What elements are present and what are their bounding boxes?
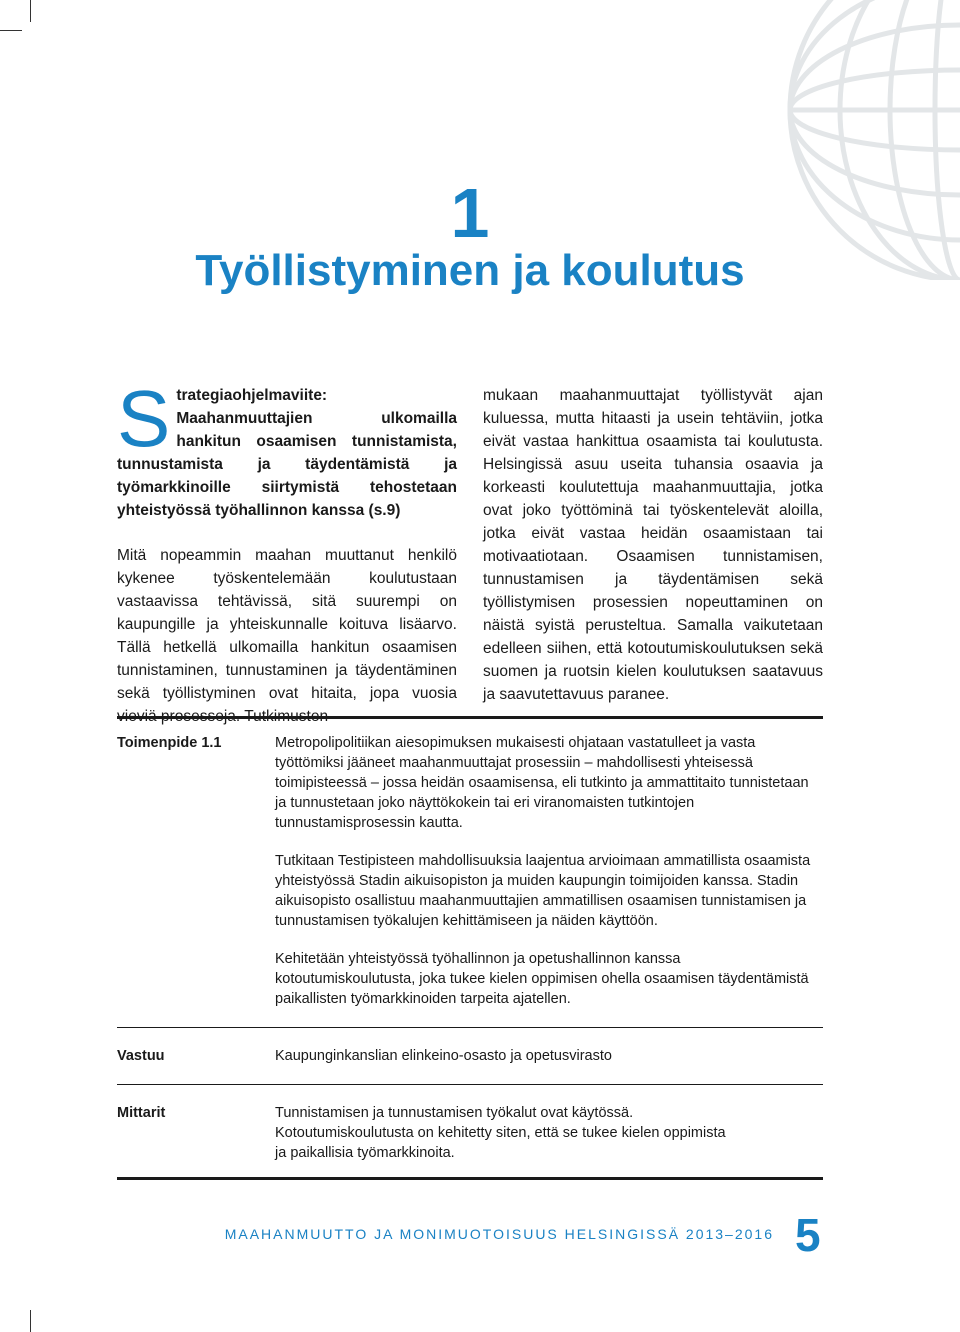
indicator-line: Kotoutumiskoulutusta on kehitetty siten, että se tukee kielen oppimista: [275, 1125, 726, 1141]
strategy-reference-text: trategiaohjelmaviite: Maahanmuuttajien ulkomailla hankitun osaamisen tunnistamista, tunnustamista ja täydentämistä ja työmarkkinoille siirtymistä tehostetaan yhteistyössä työhallinnon kanssa (s.9): [117, 387, 457, 519]
action-paragraph: Metropolipolitiikan aiesopimuksen mukaisesti ohjataan vastatulleet ja vasta työttömiksi jääneet maahanmuuttajat prosessiin – mahdollisesti yhteisessä toimipisteessä – jossa heidän osaamisensa, eli tutkinto ja ammattitaito tunnistetaan ja tunnustetaan joko näyttökokein tai eri viranomaisten tutkintojen tunnustamisprosessin kautta.: [275, 735, 809, 831]
indicators-label: Mittarit: [117, 1105, 166, 1121]
left-column: [117, 374, 457, 728]
indicator-line: Tunnistamisen ja tunnustamisen työkalut ovat käytössä.: [275, 1105, 634, 1121]
responsibility-row: [117, 1028, 823, 1084]
publication-footer: MAAHANMUUTTO JA MONIMUOTOISUUS HELSINGISSÄ 2013–2016: [224, 1226, 774, 1242]
crop-mark-top-left-v: [30, 0, 31, 22]
action-content: [275, 733, 823, 1009]
strategy-reference: [117, 374, 457, 522]
responsibility-label: Vastuu: [117, 1048, 165, 1064]
drop-cap: S: [117, 374, 171, 463]
chapter-number: 1: [450, 174, 490, 252]
responsibility-value: Kaupunginkanslian elinkeino-osasto ja opetusvirasto: [275, 1048, 612, 1064]
action-paragraph: Kehitetään yhteistyössä työhallinnon ja opetushallinnon kanssa kotoutumiskoulutusta, joka tukee kielen oppimisen ohella osaamisen täydentämistä paikallisten työmarkkinoiden tarpeita ajatellen.: [275, 951, 809, 1007]
action-label: Toimenpide 1.1: [117, 735, 222, 751]
chapter-title: Työllistyminen ja koulutus: [195, 246, 745, 295]
indicators-row: [117, 1085, 823, 1177]
action-paragraph: Tutkitaan Testipisteen mahdollisuuksia laajentua arvioimaan ammatillista osaamista yhteistyössä Stadin aikuisopiston ja muiden kaupungin toimijoiden kanssa. Stadin aikuisopisto osallistuu maahanmuuttajien ammatillisen osaamisen tunnistamisen ja tunnustamisen työkalujen kehittämiseen ja näiden käyttöön.: [275, 853, 811, 929]
body-paragraph-left: Mitä nopeammin maahan muuttanut henkilö kykenee työskentelemään koulutustaan vastaavissa tehtävissä, sitä suurempi on kaupungille ja yhteiskunnalle koituva lisäarvo. Tällä hetkellä ulkomailla hankitun osaamisen tunnistaminen, tunnustaminen ja täydentäminen sekä työllistyminen ovat hitaita, jopa vuosia: [117, 547, 457, 702]
action-row: [117, 719, 823, 1027]
page-number: 5: [795, 1209, 821, 1261]
crop-mark-top-left-h: [0, 30, 22, 31]
indicator-line: ja paikallisia työmarkkinoita.: [275, 1145, 455, 1161]
measures-table: [117, 716, 823, 1180]
indicators-content: [275, 1103, 823, 1163]
crop-mark-bottom-left-v: [30, 1310, 31, 1332]
body-paragraph-right: mukaan maahanmuuttajat työllistyvät ajan kuluessa, mutta hitaasti ja usein tehtäviin, jotka eivät vastaa hankittua osaamista tai koulutusta. Helsingissä asuu useita tuhansia osaavia ja korkeasti koulutettuja maahanmuuttajia, jotka ovat joko työttöminä tai työskentelevät aloilla, jotka eivät vastaa heidän osaamistaan tai motivaatiotaan. Osaamisen tunnistamisen, tunnustamisen ja täydentämisen sekä työllistymisen prosessien nopeuttaminen on näistä syistä perusteltua. Samalla vaikutetaan edelleen siihen, että kotoutumiskoulutuksen sekä suomen ja ruotsin kielen koulutuksen saatavuus ja saavutettavuus paranee.: [483, 387, 823, 703]
right-column: [483, 384, 823, 706]
globe-graphic: [720, 0, 960, 280]
table-bottom-rule: [117, 1177, 823, 1180]
